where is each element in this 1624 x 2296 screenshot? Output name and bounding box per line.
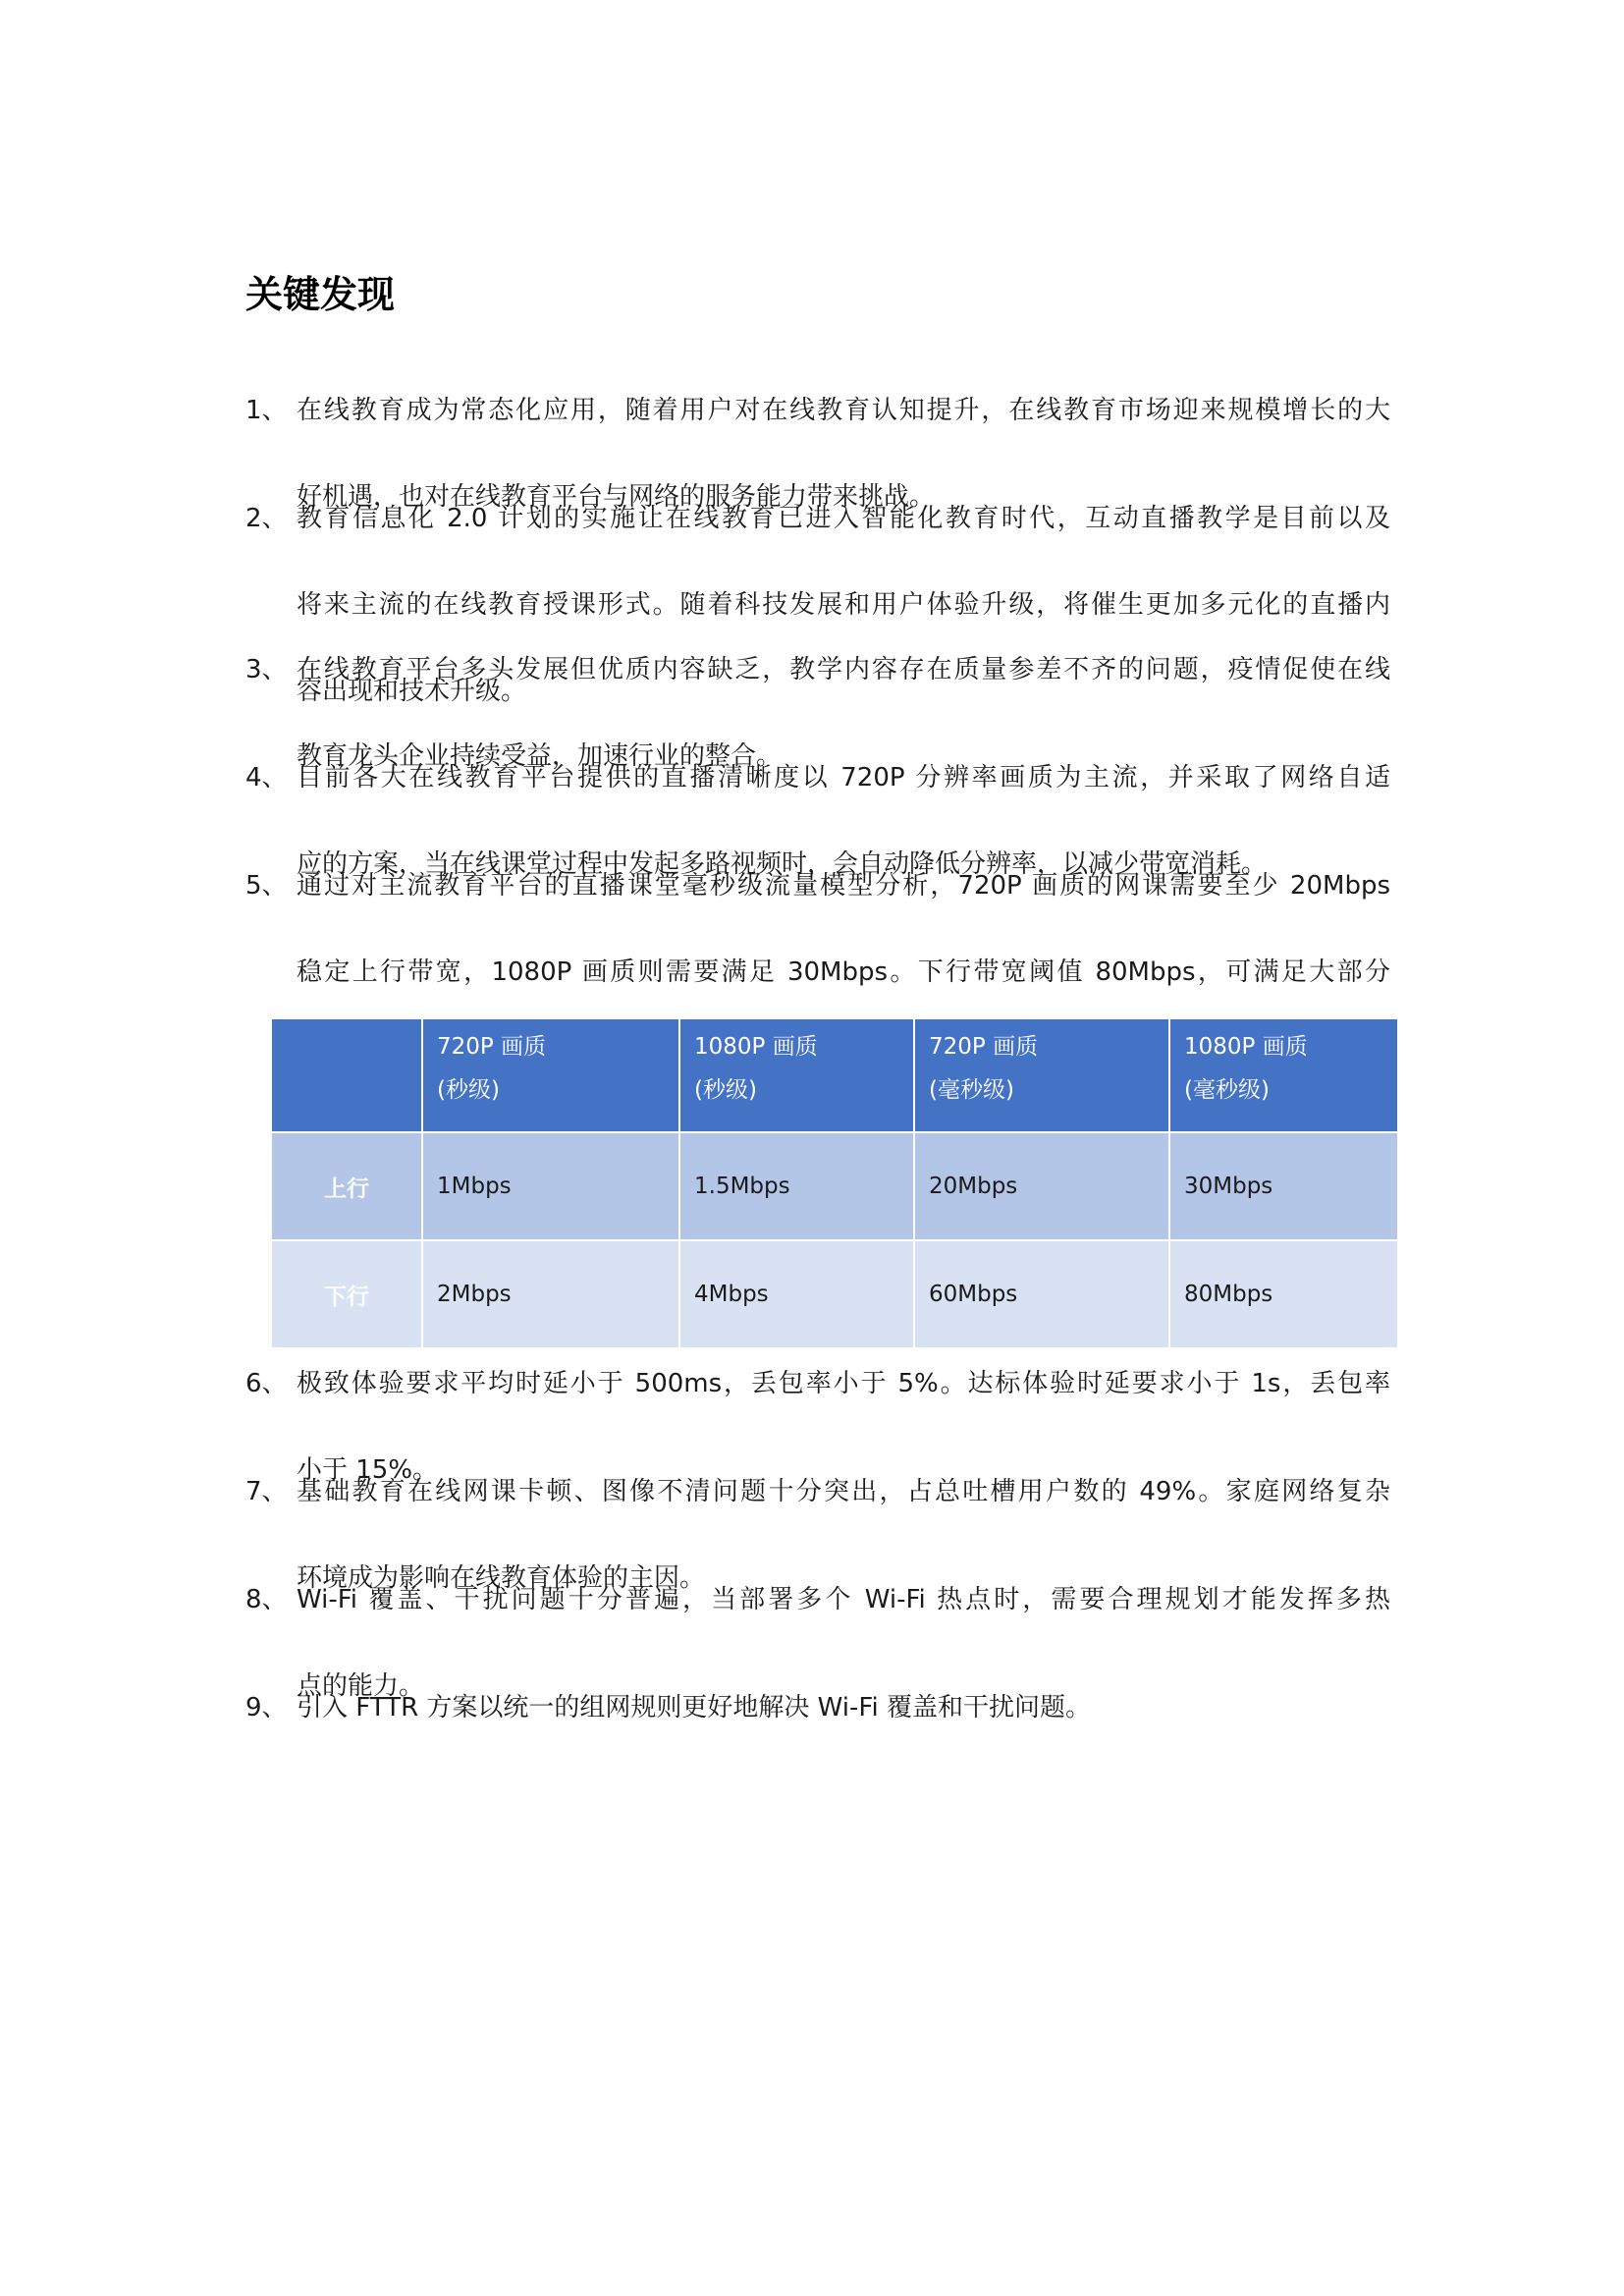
finding-line: 教育龙头企业持续受益，加速行业的整合。 (297, 741, 783, 771)
finding-number: 7、 (245, 1477, 288, 1506)
finding-number: 9、 (245, 1693, 288, 1722)
column-header-granularity: (秒级) (437, 1077, 500, 1103)
finding-number: 1、 (245, 396, 288, 425)
table-corner-cell (271, 1018, 422, 1132)
finding-line: 在线教育成为常态化应用，随着用户对在线教育认知提升，在线教育市场迎来规模增长的大 (297, 396, 1390, 425)
bandwidth-table (270, 1017, 1399, 1349)
column-header-granularity: (秒级) (694, 1077, 757, 1103)
column-header-resolution: 1080P 画质 (1184, 1034, 1308, 1060)
finding-line: 教育信息化 2.0 计划的实施让在线教育已进入智能化教育时代，互动直播教学是目前以及 (297, 504, 1390, 533)
finding-line: Wi-Fi 覆盖、干扰问题十分普遍，当部署多个 Wi-Fi 热点时，需要合理规划才能发挥多热 (297, 1585, 1390, 1614)
column-header (422, 1018, 679, 1132)
finding-line: 点的能力。 (297, 1671, 425, 1701)
finding-line: 环境成为影响在线教育体验的主因。 (297, 1563, 706, 1593)
finding-number: 5、 (245, 871, 288, 901)
table-cell: 20Mbps (914, 1132, 1169, 1240)
row-header: 下行 (271, 1240, 422, 1348)
finding-line: 极致体验要求平均时延小于 500ms，丢包率小于 5%。达标体验时延要求小于 1s，丢包率 (297, 1369, 1390, 1398)
finding-line: 好机遇，也对在线教育平台与网络的服务能力带来挑战。 (297, 482, 936, 512)
table-cell: 1.5Mbps (679, 1132, 914, 1240)
column-header-granularity: (毫秒级) (929, 1077, 1014, 1103)
finding-line: 稳定上行带宽，1080P 画质则需要满足 30Mbps。下行带宽阈值 80Mbps，可满足大部分 (297, 957, 1390, 987)
column-header-granularity: (毫秒级) (1184, 1077, 1270, 1103)
column-header (1169, 1018, 1398, 1132)
finding-line: 目前各大在线教育平台提供的直播清晰度以 720P 分辨率画质为主流，并采取了网络自适 (297, 763, 1390, 793)
column-header-resolution: 720P 画质 (437, 1034, 547, 1060)
finding-line: 小于 15%。 (297, 1455, 439, 1485)
finding-item-9 (245, 1686, 1390, 1729)
column-header (914, 1018, 1169, 1132)
table-cell: 60Mbps (914, 1240, 1169, 1348)
page-title: 关键发现 (245, 273, 396, 316)
table-row-downstream (271, 1240, 1398, 1348)
table-cell: 1Mbps (422, 1132, 679, 1240)
finding-line: 通过对主流教育平台的直播课堂毫秒级流量模型分析，720P 画质的网课需要至少 20Mbps (297, 871, 1390, 901)
table-cell: 2Mbps (422, 1240, 679, 1348)
finding-number: 8、 (245, 1585, 288, 1614)
column-header (679, 1018, 914, 1132)
table-cell: 4Mbps (679, 1240, 914, 1348)
row-header: 上行 (271, 1132, 422, 1240)
finding-number: 2、 (245, 504, 288, 533)
finding-number: 3、 (245, 655, 288, 684)
table-row-upstream (271, 1132, 1398, 1240)
finding-line: 引入 FTTR 方案以统一的组网规则更好地解决 Wi-Fi 覆盖和干扰问题。 (297, 1693, 1091, 1722)
table-cell: 80Mbps (1169, 1240, 1398, 1348)
column-header-resolution: 1080P 画质 (694, 1034, 818, 1060)
table-cell: 30Mbps (1169, 1132, 1398, 1240)
finding-line: 容出现和技术升级。 (297, 677, 527, 706)
finding-line: 在线教育平台多头发展但优质内容缺乏，教学内容存在质量参差不齐的问题，疫情促使在线 (297, 655, 1390, 684)
finding-number: 6、 (245, 1369, 288, 1398)
finding-line: 基础教育在线网课卡顿、图像不清问题十分突出，占总吐槽用户数的 49%。家庭网络复杂 (297, 1477, 1390, 1506)
finding-line: 将来主流的在线教育授课形式。随着科技发展和用户体验升级，将催生更加多元化的直播内 (297, 590, 1390, 620)
table-header-row (271, 1018, 1398, 1132)
finding-line: 应的方案，当在线课堂过程中发起多路视频时，会自动降低分辨率，以减少带宽消耗。 (297, 849, 1268, 879)
column-header-resolution: 720P 画质 (929, 1034, 1039, 1060)
finding-number: 4、 (245, 763, 288, 793)
